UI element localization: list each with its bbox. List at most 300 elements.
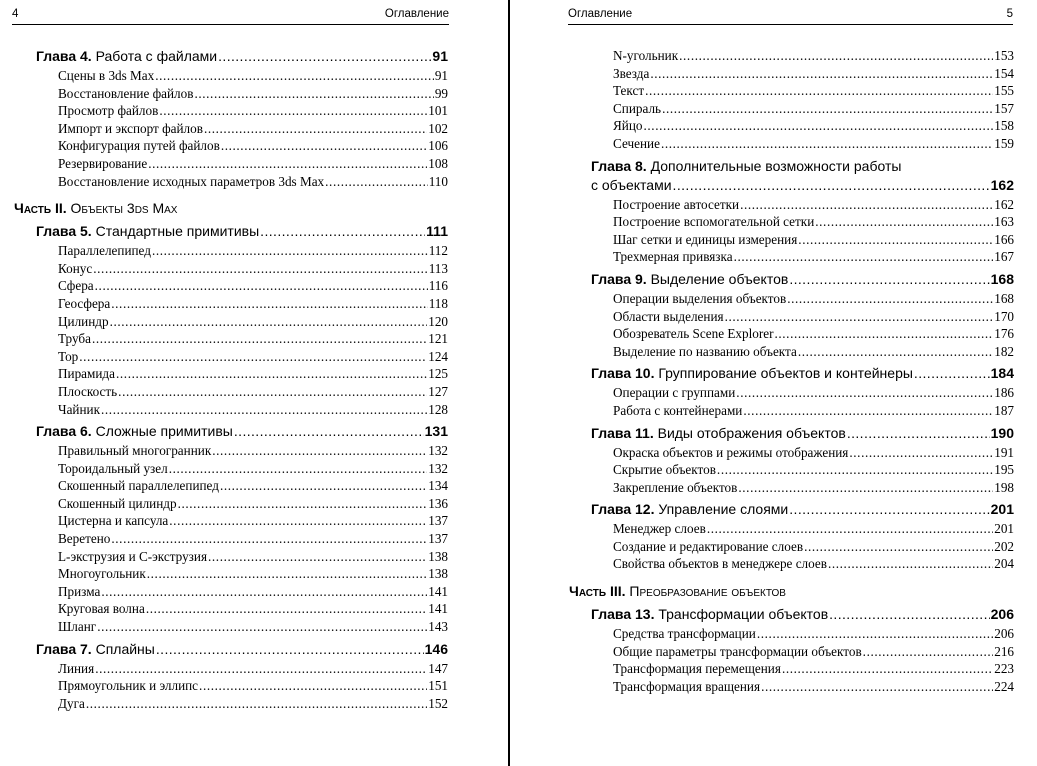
right-page (511, 0, 1037, 766)
section-entry (14, 242, 448, 260)
chapter-page: 201 (990, 501, 1014, 518)
dot-leader (220, 477, 427, 495)
table-of-contents (14, 47, 448, 712)
section-page: 137 (428, 531, 448, 547)
section-entry (569, 65, 1014, 83)
section-title: Призма (58, 583, 101, 599)
dot-leader (93, 260, 427, 278)
part-title: Объекты 3ds Max (70, 200, 178, 217)
section-title: Средства трансформации (613, 626, 756, 642)
chapter-title: Сложные примитивы (95, 423, 233, 440)
dot-leader (95, 660, 427, 678)
section-page: 201 (994, 521, 1014, 537)
section-entry (569, 444, 1014, 462)
section-title: Цилиндр (58, 313, 109, 329)
chapter-page: 91 (432, 48, 448, 64)
section-page: 206 (994, 626, 1014, 642)
dot-leader (101, 401, 427, 419)
section-entry (569, 520, 1014, 538)
page-number: 5 (1006, 8, 1013, 20)
chapter-entry (14, 47, 448, 66)
section-entry (569, 660, 1014, 678)
dot-leader (789, 500, 989, 519)
chapter-entry (569, 424, 1014, 443)
dot-leader (110, 313, 428, 331)
section-title: Обозреватель Scene Explorer (613, 326, 774, 342)
dot-leader (221, 137, 427, 155)
section-title: Трехмерная привязка (613, 249, 733, 265)
section-entry (14, 383, 448, 401)
section-page: 121 (428, 331, 448, 347)
part-heading (569, 582, 1014, 601)
chapter-entry (569, 500, 1014, 519)
section-page: 91 (434, 68, 448, 83)
dot-leader (147, 565, 427, 583)
section-entry (14, 695, 448, 713)
chapter-label: Глава 9. (591, 270, 647, 287)
section-entry (14, 565, 448, 583)
section-page: 113 (428, 260, 448, 276)
section-title: Текст (613, 83, 645, 99)
section-title: Плоскость (58, 383, 118, 399)
dot-leader (212, 442, 427, 460)
dot-leader (152, 242, 428, 260)
section-page: 124 (428, 348, 448, 364)
dot-leader (148, 155, 427, 173)
chapter-heading (591, 157, 1014, 176)
section-title: Сцены в 3ds Max (58, 68, 155, 83)
dot-leader (199, 677, 427, 695)
section-page: 132 (428, 460, 448, 476)
section-page: 116 (428, 278, 448, 294)
dot-leader (92, 330, 427, 348)
section-title: Операции выделения объектов (613, 290, 787, 306)
section-title: Восстановление файлов (58, 85, 194, 101)
section-entry (14, 583, 448, 601)
dot-leader (717, 461, 993, 479)
section-title: Звезда (613, 65, 650, 81)
dot-leader (645, 82, 993, 100)
section-title: Закрепление объектов (613, 479, 738, 495)
dot-leader (743, 402, 993, 420)
chapter-title: Управление слоями (658, 501, 789, 518)
dot-leader (789, 270, 989, 289)
chapter-heading (36, 47, 217, 66)
section-title: Пирамида (58, 366, 115, 382)
chapter-heading (591, 605, 828, 624)
dot-leader (169, 512, 427, 530)
chapter-heading (36, 222, 259, 241)
section-page: 176 (994, 326, 1014, 342)
dot-leader (159, 102, 427, 120)
section-entry (14, 330, 448, 348)
section-entry (569, 248, 1014, 266)
section-page: 127 (428, 383, 448, 399)
dot-leader (679, 47, 993, 65)
dot-leader (218, 47, 431, 66)
chapter-page: 184 (990, 365, 1014, 382)
section-title: Конус (58, 260, 93, 276)
dot-leader (787, 290, 993, 308)
dot-leader (782, 660, 993, 678)
section-title: Яйцо (613, 118, 643, 134)
left-page (0, 0, 508, 766)
section-title: Скрытие объектов (613, 462, 716, 478)
section-title: Восстановление исходных параметров 3ds Max (58, 173, 325, 189)
section-entry (14, 460, 448, 478)
dot-leader (234, 422, 424, 441)
section-entry (14, 348, 448, 366)
section-entry (569, 117, 1014, 135)
section-page: 167 (994, 249, 1014, 265)
section-page: 128 (428, 401, 448, 417)
section-title: Общие параметры трансформации объектов (613, 643, 862, 659)
chapter-page: 206 (990, 606, 1014, 623)
chapter-page: 190 (990, 424, 1014, 441)
section-entry (569, 213, 1014, 231)
section-title: Тор (58, 348, 79, 364)
section-entry (569, 625, 1014, 643)
section-entry (569, 290, 1014, 308)
section-title: Резервирование (58, 155, 148, 171)
section-page: 223 (994, 661, 1014, 677)
chapter-label: Глава 4. (36, 48, 92, 64)
section-entry (14, 277, 448, 295)
chapter-title: Выделение объектов (650, 270, 789, 287)
section-title: Создание и редактирование слоев (613, 538, 804, 554)
section-entry (14, 477, 448, 495)
section-entry (569, 100, 1014, 118)
section-title: Дуга (58, 695, 85, 711)
chapter-heading (591, 270, 788, 289)
section-page: 187 (994, 402, 1014, 418)
section-page: 136 (428, 495, 448, 511)
dot-leader (798, 231, 993, 249)
section-entry (14, 618, 448, 636)
section-title: Шланг (58, 619, 97, 635)
section-title: Труба (58, 331, 91, 347)
section-page: 170 (994, 308, 1014, 324)
section-title: Сфера (58, 278, 94, 294)
dot-leader (79, 348, 427, 366)
section-entry (14, 401, 448, 419)
section-page: 151 (428, 678, 448, 694)
dot-leader (111, 530, 427, 548)
chapter-heading (36, 422, 233, 441)
section-page: 153 (994, 48, 1014, 63)
section-page: 204 (994, 556, 1014, 572)
section-title: Построение вспомогательной сетки (613, 214, 815, 230)
section-title: Спираль (613, 100, 662, 116)
section-title: Трансформация перемещения (613, 661, 781, 677)
section-page: 110 (428, 173, 448, 189)
section-title: Области выделения (613, 308, 724, 324)
section-title: Скошенный цилиндр (58, 495, 177, 511)
dot-leader (863, 643, 994, 661)
dot-leader (738, 479, 993, 497)
section-entry (14, 442, 448, 460)
chapter-label: Глава 8. (591, 157, 647, 174)
chapter-heading (591, 364, 913, 383)
dot-leader (736, 384, 993, 402)
section-page: 168 (994, 290, 1014, 306)
dot-leader (914, 364, 990, 383)
section-title: Геосфера (58, 295, 111, 311)
dot-leader (661, 135, 993, 153)
section-title: Шаг сетки и единицы измерения (613, 231, 798, 247)
dot-leader (829, 605, 990, 624)
section-page: 137 (428, 513, 448, 529)
section-entry (569, 479, 1014, 497)
dot-leader (847, 424, 990, 443)
dot-leader (650, 65, 993, 83)
section-title: Правильный многогранник (58, 443, 212, 459)
section-page: 120 (428, 313, 448, 329)
section-entry (569, 135, 1014, 153)
section-title: N-угольник (613, 48, 679, 63)
chapter-title-continued: с объектами (591, 176, 672, 193)
dot-leader (260, 222, 425, 241)
chapter-label: Глава 13. (591, 606, 655, 623)
section-entry (14, 102, 448, 120)
section-entry (569, 343, 1014, 361)
section-title: Работа с контейнерами (613, 402, 743, 418)
section-page: 166 (994, 231, 1014, 247)
section-page: 195 (994, 462, 1014, 478)
dot-leader (325, 173, 428, 191)
section-page: 141 (428, 583, 448, 599)
section-entry (14, 85, 448, 103)
chapter-entry (569, 605, 1014, 624)
section-page: 163 (994, 214, 1014, 230)
section-title: Трансформация вращения (613, 678, 761, 694)
section-entry (569, 384, 1014, 402)
section-entry (14, 600, 448, 618)
chapter-title: Виды отображения объектов (657, 424, 846, 441)
section-entry (14, 137, 448, 155)
dot-leader (644, 117, 994, 135)
section-page: 155 (994, 83, 1014, 99)
section-page: 186 (994, 385, 1014, 401)
section-page: 102 (428, 120, 448, 136)
section-page: 112 (428, 243, 448, 259)
section-page: 202 (994, 538, 1014, 554)
section-page: 101 (428, 103, 448, 119)
dot-leader (757, 625, 993, 643)
section-title: Тороидальный узел (58, 460, 168, 476)
dot-leader (204, 120, 427, 138)
chapter-label: Глава 6. (36, 423, 92, 440)
section-title: Окраска объектов и режимы отображения (613, 444, 849, 460)
chapter-entry (14, 422, 448, 441)
chapter-title: Работа с файлами (95, 48, 218, 64)
dot-leader (774, 325, 993, 343)
dot-leader (118, 383, 427, 401)
table-of-contents (569, 47, 1014, 695)
section-page: 154 (994, 65, 1014, 81)
section-entry (14, 660, 448, 678)
section-title: Просмотр файлов (58, 103, 159, 119)
section-title: Линия (58, 660, 95, 676)
chapter-title: Группирование объектов и контейнеры (658, 365, 913, 382)
page-divider (508, 0, 510, 766)
section-page: 134 (428, 478, 448, 494)
chapter-label: Глава 11. (591, 424, 654, 441)
section-entry (14, 530, 448, 548)
section-title: Прямоугольник и эллипс (58, 678, 199, 694)
section-page: 182 (994, 343, 1014, 359)
dot-leader (208, 548, 427, 566)
chapter-title: Стандартные примитивы (95, 223, 260, 240)
chapter-title: Трансформации объектов (658, 606, 829, 623)
dot-leader (146, 600, 427, 618)
section-entry (569, 461, 1014, 479)
dot-leader (761, 678, 993, 696)
part-label: Часть II. (14, 200, 67, 217)
section-entry (569, 47, 1014, 65)
chapter-label: Глава 5. (36, 223, 92, 240)
dot-leader (155, 67, 434, 85)
section-title: Построение автосетки (613, 196, 740, 212)
dot-leader (725, 308, 994, 326)
part-title: Преобразование объектов (629, 583, 786, 600)
running-head (12, 8, 449, 25)
dot-leader (798, 343, 993, 361)
section-page: 138 (428, 566, 448, 582)
section-title: Конфигурация путей файлов (58, 138, 220, 154)
dot-leader (86, 695, 427, 713)
running-title: Оглавление (568, 8, 633, 20)
section-title: Сечение (613, 135, 660, 151)
section-entry (14, 548, 448, 566)
chapter-entry (14, 640, 448, 659)
chapter-page: 146 (424, 640, 448, 657)
dot-leader (662, 100, 993, 118)
dot-leader (804, 538, 993, 556)
section-page: 159 (994, 135, 1014, 151)
chapter-heading (36, 640, 155, 659)
section-page: 125 (428, 366, 448, 382)
chapter-heading (591, 500, 788, 519)
chapter-page: 162 (990, 176, 1014, 193)
dot-leader (101, 583, 427, 601)
section-entry (14, 260, 448, 278)
section-entry (14, 313, 448, 331)
section-page: 216 (994, 643, 1014, 659)
section-entry (569, 402, 1014, 420)
chapter-entry (569, 364, 1014, 383)
section-entry (14, 677, 448, 695)
dot-leader (95, 277, 428, 295)
section-title: Импорт и экспорт файлов (58, 120, 203, 136)
section-entry (569, 325, 1014, 343)
chapter-page: 131 (424, 423, 448, 440)
section-entry (14, 155, 448, 173)
section-page: 147 (428, 660, 448, 676)
section-title: Многоугольник (58, 566, 146, 582)
dot-leader (734, 248, 994, 266)
dot-leader (194, 85, 433, 103)
running-title: Оглавление (384, 8, 449, 20)
section-title: Веретено (58, 531, 111, 547)
section-entry (14, 512, 448, 530)
section-entry (14, 365, 448, 383)
section-entry (14, 173, 448, 191)
section-title: Скошенный параллелепипед (58, 478, 219, 494)
chapter-page: 111 (426, 223, 448, 240)
section-title: Чайник (58, 401, 101, 417)
chapter-heading (591, 424, 846, 443)
section-title: Выделение по названию объекта (613, 343, 797, 359)
chapter-entry (14, 222, 448, 241)
section-entry (569, 555, 1014, 573)
section-page: 143 (428, 619, 448, 635)
dot-leader (156, 640, 424, 659)
chapter-title: Сплайны (95, 640, 155, 657)
section-entry (569, 538, 1014, 556)
section-page: 198 (994, 479, 1014, 495)
section-page: 152 (428, 695, 448, 711)
dot-leader (828, 555, 993, 573)
section-page: 132 (428, 443, 448, 459)
section-page: 157 (994, 100, 1014, 116)
section-page: 118 (428, 295, 448, 311)
section-title: Параллелепипед (58, 243, 151, 259)
chapter-entry (569, 157, 1014, 195)
section-title: L-экструзия и С-экструзия (58, 548, 208, 564)
section-page: 141 (428, 601, 448, 617)
dot-leader (97, 618, 427, 636)
section-entry (569, 308, 1014, 326)
section-page: 106 (428, 138, 448, 154)
dot-leader (169, 460, 428, 478)
section-entry (14, 67, 448, 85)
dot-leader (707, 520, 993, 538)
section-page: 162 (994, 196, 1014, 212)
section-page: 108 (428, 155, 448, 171)
section-entry (14, 295, 448, 313)
dot-leader (815, 213, 993, 231)
section-page: 158 (994, 118, 1014, 134)
chapter-page: 168 (990, 270, 1014, 287)
section-title: Цистерна и капсула (58, 513, 169, 529)
chapter-label: Глава 7. (36, 640, 92, 657)
dot-leader (116, 365, 427, 383)
chapter-entry (569, 270, 1014, 289)
dot-leader (178, 495, 428, 513)
section-title: Круговая волна (58, 601, 145, 617)
section-page: 191 (994, 444, 1014, 460)
section-entry (569, 231, 1014, 249)
chapter-label: Глава 10. (591, 365, 655, 382)
chapter-heading-continued (591, 176, 1014, 195)
page-number: 4 (12, 8, 19, 20)
section-entry (14, 120, 448, 138)
part-heading (14, 199, 448, 218)
dot-leader (849, 444, 993, 462)
dot-leader (740, 196, 993, 214)
section-page: 224 (994, 678, 1014, 694)
section-entry (569, 82, 1014, 100)
section-entry (569, 196, 1014, 214)
section-title: Операции с группами (613, 385, 736, 401)
part-label: Часть III. (569, 583, 626, 600)
section-page: 99 (434, 85, 448, 101)
running-head (568, 8, 1013, 25)
section-entry (569, 678, 1014, 696)
chapter-title: Дополнительные возможности работы (650, 157, 902, 174)
section-entry (569, 643, 1014, 661)
